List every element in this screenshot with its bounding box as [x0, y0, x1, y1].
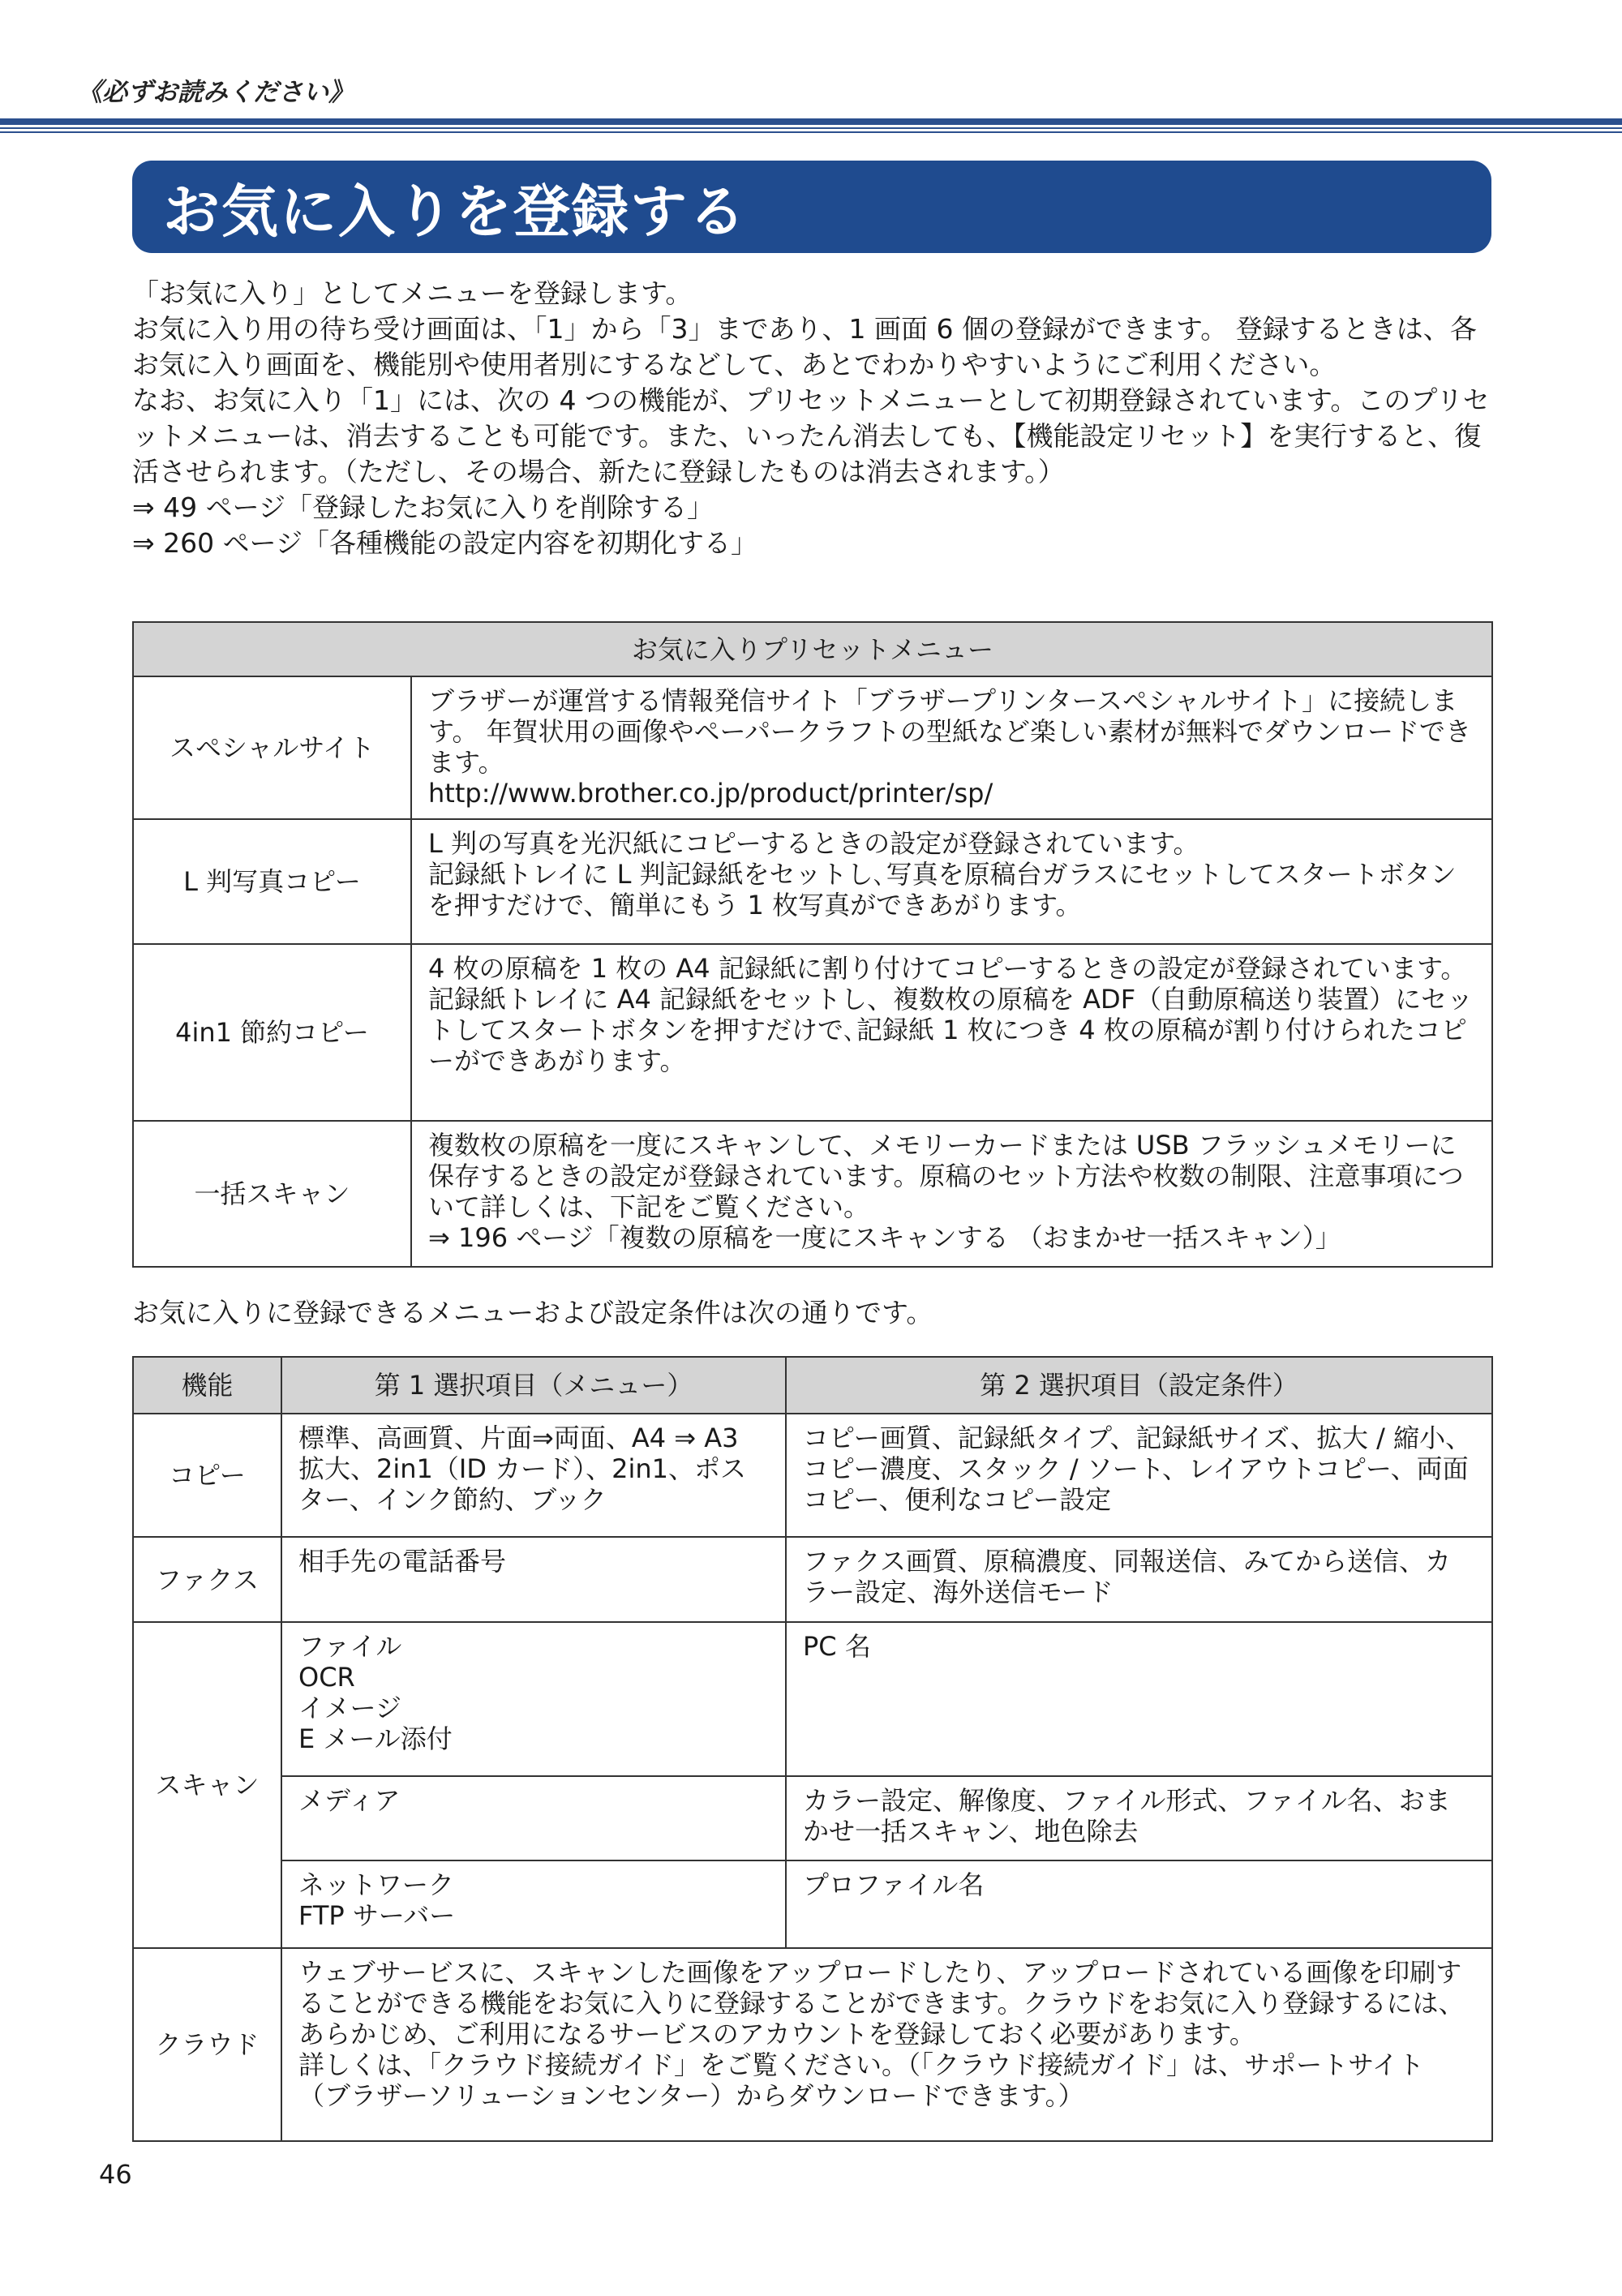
choice-item: OCR [298, 1662, 355, 1693]
preset-table-header: お気に入りプリセットメニュー [133, 622, 1492, 676]
second-choice: PC 名 [786, 1622, 1492, 1776]
cloud-description [281, 1948, 1492, 2141]
description-line: 複数枚の原稿を一度にスキャンして、メモリーカードまたは USB フラッシュメモリーに保存するときの設定が登録されています。原稿のセット方法や枚数の制限、注意事項について詳しくは、下記をご覧ください。 [428, 1130, 1464, 1222]
first-choice: 相手先の電話番号 [281, 1537, 786, 1622]
function-name: クラウド [133, 1948, 281, 2141]
description-line: 記録紙トレイに A4 記録紙をセットし、複数枚の原稿を ADF（自動原稿送り装置）にセットしてスタートボタンを押すだけで､記録紙 1 枚につき 4 枚の原稿が割り付けられたコピーができあがります。 [428, 984, 1474, 1076]
description-line: ブラザーが運営する情報発信サイト「ブラザープリンタースペシャルサイト」に接続します。 年賀状用の画像やペーパークラフトの型紙など楽しい素材が無料でダウンロードできます。 [428, 685, 1472, 778]
description-line: L 判の写真を光沢紙にコピーするときの設定が登録されています。 [428, 828, 1199, 859]
preset-name: L 判写真コピー [133, 819, 411, 944]
menu-intro-text: お気に入りに登録できるメニューおよび設定条件は次の通りです。 [132, 1297, 933, 1328]
second-choice: プロファイル名 [786, 1860, 1492, 1948]
url-link[interactable]: http://www.brother.co.jp/product/printer/sp/ [428, 778, 993, 809]
column-header-function: 機能 [133, 1357, 281, 1414]
menu-conditions-table [132, 1356, 1493, 2142]
description-line: 4 枚の原稿を 1 枚の A4 記録紙に割り付けてコピーするときの設定が登録されています。 [428, 953, 1467, 984]
function-name: ファクス [133, 1537, 281, 1622]
choice-item: ネットワーク [298, 1869, 455, 1900]
choice-item: E メール添付 [298, 1723, 453, 1754]
title-bar [132, 161, 1491, 253]
page-title: お気に入りを登録する [163, 178, 747, 245]
intro-line: 「お気に入り」としてメニューを登録します。 [132, 277, 693, 309]
intro-text [132, 276, 1491, 561]
second-choice: コピー画質、記録紙タイプ、記録紙サイズ、拡大 / 縮小、コピー濃度、スタック / ソート、レイアウトコピー、両面コピー、便利なコピー設定 [786, 1414, 1492, 1537]
function-name: コピー [133, 1414, 281, 1537]
reference-link[interactable]: ⇒ 49 ページ「登録したお気に入りを削除する」 [132, 491, 714, 523]
second-choice: カラー設定、解像度、ファイル形式、ファイル名、おまかせ一括スキャン、地色除去 [786, 1776, 1492, 1860]
first-choice: メディア [281, 1776, 786, 1860]
table-row [133, 1622, 1492, 1776]
choice-item: イメージ [298, 1693, 402, 1723]
table-row [133, 676, 1492, 819]
table-row [133, 1537, 1492, 1622]
preset-name: スペシャルサイト [133, 676, 411, 819]
column-header-second: 第 2 選択項目（設定条件） [786, 1357, 1492, 1414]
table-row [133, 1860, 1492, 1948]
preset-menu-table [132, 621, 1493, 1268]
intro-line: なお、お気に入り「1」には、次の 4 つの機能が、プリセットメニューとして初期登録されています。このプリセットメニューは、消去することも可能です。また、いったん消去しても、【機能設定リセット】を実行すると、復活させられます。（ただし、その場合、新たに登録したものは消去されます。） [132, 384, 1490, 487]
reference-link[interactable]: ⇒ 260 ページ「各種機能の設定内容を初期化する」 [132, 527, 757, 559]
table-row [133, 1948, 1492, 2141]
preset-description [411, 944, 1492, 1121]
description-line: 詳しくは、「クラウド接続ガイド」をご覧ください。（「クラウド接続ガイド」は、サポートサイト（ブラザーソリューションセンター）からダウンロードできます。） [298, 2049, 1424, 2111]
reference-link[interactable]: ⇒ 196 ページ「複数の原稿を一度にスキャンする （おまかせ一括スキャン）」 [428, 1222, 1341, 1253]
header-note: 《必ずお読みください》 [77, 78, 354, 107]
choice-item: FTP サーバー [298, 1900, 456, 1931]
page-number: 46 [99, 2159, 132, 2190]
preset-description [411, 676, 1492, 819]
description-line: 記録紙トレイに L 判記録紙をセットし､写真を原稿台ガラスにセットしてスタートボタンを押すだけで、簡単にもう 1 枚写真ができあがります。 [428, 859, 1457, 921]
first-choice [281, 1622, 786, 1776]
preset-name: 4in1 節約コピー [133, 944, 411, 1121]
table-row [133, 1121, 1492, 1267]
second-choice: ファクス画質、原稿濃度、同報送信、みてから送信、カラー設定、海外送信モード [786, 1537, 1492, 1622]
header-rules [0, 118, 1622, 133]
description-line: ウェブサービスに、スキャンした画像をアップロードしたり、アップロードされている画像を印刷することができる機能をお気に入りに登録することができます。クラウドをお気に入り登録するには、あらかじめ、ご利用になるサービスのアカウントを登録しておく必要があります。 [298, 1957, 1465, 2049]
table-row [133, 1776, 1492, 1860]
function-name: スキャン [133, 1622, 281, 1948]
intro-line: お気に入り用の待ち受け画面は、「1」から「3」まであり、1 画面 6 個の登録ができます。 登録するときは、各お気に入り画面を、機能別や使用者別にするなどして、あとでわかりやすいようにご利用ください。 [132, 313, 1477, 380]
preset-description [411, 819, 1492, 944]
column-header-first: 第 1 選択項目（メニュー） [281, 1357, 786, 1414]
first-choice: 標準、高画質、片面⇒両面、A4 ⇒ A3 拡大、2in1（ID カード）、2in1、ポスター、インク節約、ブック [281, 1414, 786, 1537]
table-row [133, 944, 1492, 1121]
preset-description [411, 1121, 1492, 1267]
choice-item: ファイル [298, 1631, 402, 1662]
preset-name: 一括スキャン [133, 1121, 411, 1267]
first-choice [281, 1860, 786, 1948]
table-row [133, 819, 1492, 944]
table-row [133, 1414, 1492, 1537]
